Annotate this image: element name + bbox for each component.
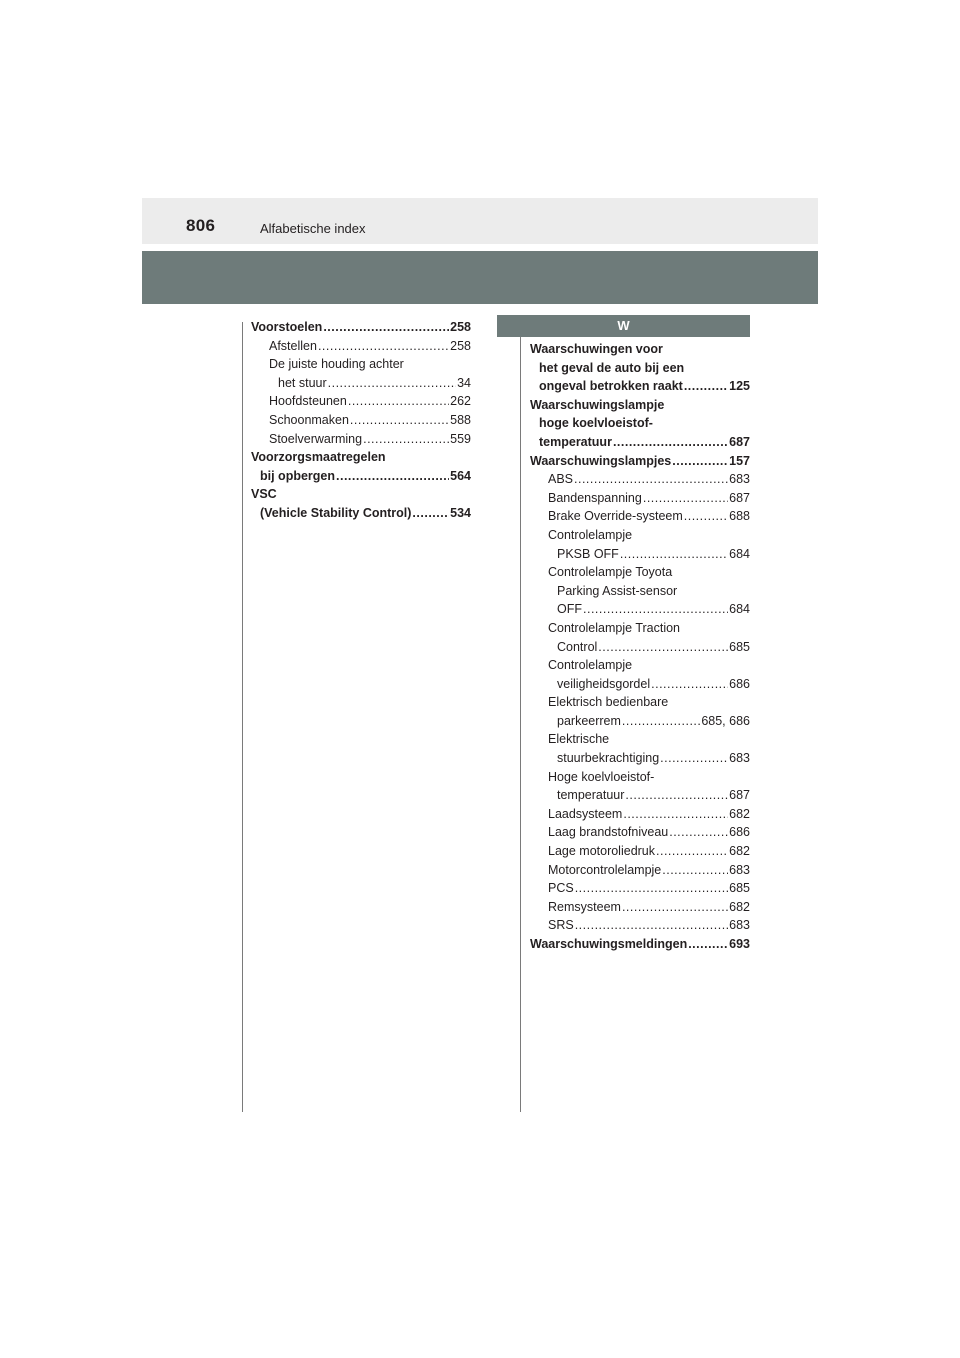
dot-leader	[412, 504, 449, 523]
index-entry-text: Controlelampje Traction	[548, 620, 681, 635]
index-entry-text: Bandenspanning	[548, 490, 642, 505]
index-entry-page: 682	[729, 899, 750, 914]
index-entry-text: ongeval betrokken raakt	[539, 379, 683, 394]
dot-leader	[625, 786, 728, 805]
dot-leader	[688, 935, 728, 954]
index-entry-page: 258	[450, 338, 471, 353]
index-column-right	[530, 340, 750, 954]
index-entry	[251, 485, 471, 504]
index-entry-page: 686	[729, 676, 750, 691]
index-entry-text: stuurbekrachtiging	[557, 751, 660, 766]
index-entry	[530, 675, 750, 694]
index-entry	[530, 823, 750, 842]
dot-leader	[336, 467, 449, 486]
dot-leader	[328, 374, 456, 393]
index-entry-page: 688	[729, 509, 750, 524]
index-entry-text: Laag brandstofniveau	[548, 825, 669, 840]
dot-leader	[613, 433, 728, 452]
index-entry-text: het geval de auto bij een	[539, 360, 685, 375]
index-entry-page: 687	[729, 434, 750, 449]
index-entry-text: Elektrische	[548, 732, 610, 747]
dot-leader	[660, 749, 728, 768]
header-band	[142, 198, 818, 244]
index-entry	[530, 359, 750, 378]
index-entry-text: Stoelverwarming	[269, 431, 363, 446]
index-entry-page: 34	[457, 375, 471, 390]
index-entry	[530, 507, 750, 526]
index-entry-page: 682	[729, 844, 750, 859]
index-entry-page: 682	[729, 806, 750, 821]
index-entry-text: temperatuur	[557, 788, 625, 803]
index-entry	[530, 935, 750, 954]
right-column-rule	[520, 322, 521, 1112]
index-entry-text: Remsysteem	[548, 899, 621, 914]
index-entry-text: Controlelampje Toyota	[548, 565, 673, 580]
index-entry	[530, 879, 750, 898]
index-entry	[530, 582, 750, 601]
index-entry	[251, 392, 471, 411]
index-entry	[251, 504, 471, 523]
dot-leader	[656, 842, 728, 861]
index-entry	[530, 712, 750, 731]
index-entry	[251, 411, 471, 430]
index-entry-text: Brake Override-systeem	[548, 509, 683, 524]
index-entry	[251, 467, 471, 486]
index-entry	[530, 545, 750, 564]
index-entry-text: Waarschuwingen voor	[530, 342, 663, 356]
dot-leader	[583, 600, 728, 619]
index-entry-text: Waarschuwingslampjes	[530, 453, 672, 468]
index-entry-text: parkeerrem	[557, 713, 621, 728]
dot-leader	[348, 392, 449, 411]
dot-leader	[575, 879, 728, 898]
index-entry-text: De juiste houding achter	[269, 357, 404, 372]
index-entry	[251, 337, 471, 356]
index-entry-text: OFF	[557, 602, 582, 617]
index-entry-page: 157	[729, 453, 750, 468]
index-entry	[530, 638, 750, 657]
index-entry	[530, 842, 750, 861]
index-entry-text: Schoonmaken	[269, 412, 349, 427]
index-entry-page: 683	[729, 918, 750, 933]
dot-leader	[622, 898, 728, 917]
index-entry	[530, 489, 750, 508]
index-entry	[251, 430, 471, 449]
dot-leader	[669, 823, 728, 842]
index-entry	[530, 340, 750, 359]
index-entry-text: Motorcontrolelampje	[548, 862, 662, 877]
index-entry	[530, 433, 750, 452]
index-entry-text: VSC	[251, 487, 277, 502]
index-entry-page: 262	[450, 394, 471, 409]
index-entry	[530, 526, 750, 545]
header-dark-band	[142, 251, 818, 304]
dot-leader	[350, 411, 449, 430]
index-entry-page: 534	[450, 505, 471, 520]
dot-leader	[662, 861, 728, 880]
dot-leader	[672, 452, 728, 471]
index-entry-page: 687	[729, 490, 750, 505]
index-entry	[530, 600, 750, 619]
index-entry	[530, 786, 750, 805]
index-entry-text: temperatuur	[539, 434, 612, 449]
index-entry	[530, 730, 750, 749]
index-entry-text: Elektrisch bedienbare	[548, 695, 669, 710]
index-entry-page: 685	[729, 639, 750, 654]
index-entry-text: Voorzorgsmaatregelen	[251, 450, 386, 465]
index-entry	[530, 805, 750, 824]
index-column-left	[251, 318, 471, 523]
index-entry-page: 684	[729, 602, 750, 617]
index-entry-page: 588	[450, 412, 471, 427]
index-entry-text: bij opbergen	[260, 468, 335, 483]
dot-leader	[598, 638, 728, 657]
dot-leader	[684, 377, 728, 396]
dot-leader	[323, 318, 449, 337]
index-entry-page: 687	[729, 788, 750, 803]
dot-leader	[575, 916, 728, 935]
index-entry-text: SRS	[548, 918, 574, 933]
index-entry-text: Controlelampje	[548, 527, 633, 542]
section-title: Alfabetische index	[260, 221, 366, 236]
index-entry	[530, 768, 750, 787]
index-entry-text: (Vehicle Stability Control)	[260, 505, 412, 520]
index-entry	[530, 749, 750, 768]
index-entry-page: 684	[729, 546, 750, 561]
index-entry	[530, 452, 750, 471]
index-entry	[530, 898, 750, 917]
index-entry-page: 559	[450, 431, 471, 446]
index-entry-text: het stuur	[278, 375, 327, 390]
index-entry	[251, 355, 471, 374]
index-entry	[530, 563, 750, 582]
index-entry	[251, 318, 471, 337]
dot-leader	[643, 489, 728, 508]
index-entry-text: Hoofdsteunen	[269, 394, 347, 409]
dot-leader	[651, 675, 728, 694]
index-entry-text: Afstellen	[269, 338, 317, 353]
index-entry-text: Laadsysteem	[548, 806, 623, 821]
index-entry	[530, 916, 750, 935]
index-entry-text: Parking Assist-sensor	[557, 583, 678, 598]
index-entry-text: Lage motoroliedruk	[548, 844, 656, 859]
dot-leader	[623, 805, 728, 824]
left-column-rule	[242, 322, 243, 1112]
index-entry	[251, 374, 471, 393]
index-entry	[530, 377, 750, 396]
index-entry-page: 693	[729, 937, 750, 951]
index-entry	[530, 693, 750, 712]
index-entry-text: Control	[557, 639, 598, 654]
index-entry-page: 258	[450, 320, 471, 334]
dot-leader	[684, 507, 728, 526]
index-entry-text: Waarschuwingslampje	[530, 397, 665, 412]
index-entry-text: veiligheidsgordel	[557, 676, 651, 691]
index-entry-page: 564	[450, 468, 471, 483]
index-entry	[530, 861, 750, 880]
index-entry-page: 125	[729, 379, 750, 394]
letter-section-header: W	[497, 315, 750, 337]
page-number: 806	[186, 216, 216, 235]
index-entry-page: 685, 686	[701, 713, 750, 728]
index-entry-text: PKSB OFF	[557, 546, 619, 561]
index-entry-page: 683	[729, 862, 750, 877]
index-entry-text: hoge koelvloeistof-	[539, 416, 653, 431]
index-entry-page: 683	[729, 751, 750, 766]
index-entry	[530, 414, 750, 433]
index-entry-text: Voorstoelen	[251, 320, 323, 334]
index-entry-page: 683	[729, 472, 750, 487]
index-entry-page: 685	[729, 881, 750, 896]
index-entry	[251, 448, 471, 467]
index-entry	[530, 470, 750, 489]
index-entry-text: Hoge koelvloeistof-	[548, 769, 655, 784]
index-entry-page: 686	[729, 825, 750, 840]
dot-leader	[622, 712, 700, 731]
dot-leader	[574, 470, 728, 489]
index-entry-text: Controlelampje	[548, 658, 633, 673]
index-entry	[530, 396, 750, 415]
index-entry	[530, 656, 750, 675]
dot-leader	[363, 430, 449, 449]
index-entry-text: PCS	[548, 881, 574, 896]
dot-leader	[620, 545, 728, 564]
index-entry-text: ABS	[548, 472, 574, 487]
index-entry-text: Waarschuwingsmeldingen	[530, 937, 688, 951]
index-entry	[530, 619, 750, 638]
dot-leader	[318, 337, 449, 356]
